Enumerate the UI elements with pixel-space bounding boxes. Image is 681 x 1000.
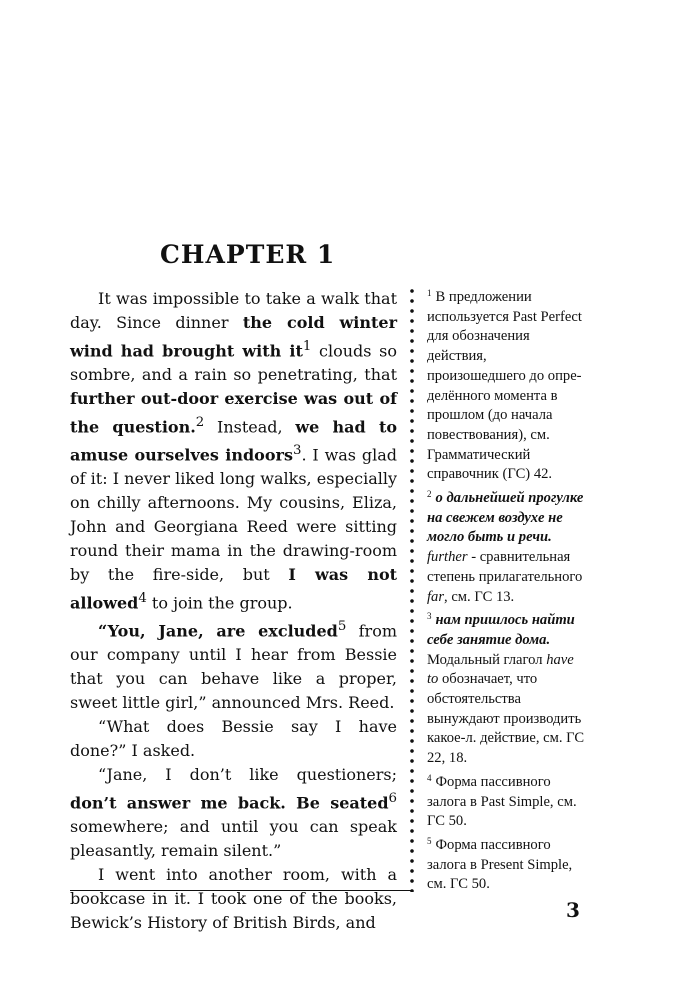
text-run: , см. ГС 13.: [444, 588, 515, 605]
text-run: Instead,: [204, 417, 296, 437]
bottom-rule: [70, 890, 412, 891]
page-number: 3: [566, 898, 580, 922]
text-run: Форма пассивного залога в Past Simple, см. ГС 50.: [427, 773, 577, 830]
bold-phrase: I was not allowed: [70, 564, 398, 613]
italic-term: far: [427, 588, 445, 605]
bold-phrase: are excluded: [216, 621, 338, 641]
footnote-marker: 4: [138, 590, 147, 606]
text-run: . I was glad of it: I never liked long walks, especially on chilly afternoons. My cousins, Eliza, John and Georgiana Reed were sitting round their mama in the drawing-room by the fire-side, but: [70, 445, 398, 584]
text-run: It was impossible to take a walk that day. Since dinner: [70, 289, 397, 332]
footnote-marker: 5: [337, 619, 347, 635]
footnote-marker: 3: [292, 443, 302, 459]
chapter-title: CHAPTER 1: [160, 240, 336, 269]
footnote-marker: 3: [427, 611, 432, 622]
translation-phrase: о дальнейшей прогулке на свежем воздухе не могло быть и речи.: [427, 490, 584, 546]
footnote-marker: 5: [427, 835, 432, 846]
italic-term: have to: [427, 651, 574, 688]
main-text-column: [70, 287, 397, 935]
paragraph: [70, 615, 397, 715]
footnote-marker: 6: [388, 790, 397, 806]
bold-phrase: further out-door exercise was out of the question.: [70, 388, 397, 437]
text-run: обозначает, что обстоятельства вынуждают производить какое-л. действие, см. ГС 22, 18.: [427, 671, 585, 767]
italic-term: further: [427, 549, 468, 566]
footnote: [427, 284, 585, 485]
text-run: “Jane, I don’t like questioners;: [98, 764, 397, 784]
footnote: [427, 832, 585, 895]
text-run: “What does Bessie say I have done?” I asked.: [70, 717, 397, 760]
text-run: В предложении используется Past Perfect для обозначения действия, произошедшего до определённого момента в прошлом (до начала повествования), см. Грамматический справочник (ГС) 42.: [427, 289, 582, 483]
paragraph: [70, 763, 397, 863]
footnote-marker: 2: [427, 489, 432, 500]
footnote-marker: 1: [302, 338, 312, 354]
footnote: [427, 651, 585, 769]
text-run: from our company until I hear from Bessie that you can behave like a proper, sweet little girl,” announced Mrs. Reed.: [70, 621, 397, 713]
bold-phrase: the cold winter wind had brought with it: [70, 312, 398, 361]
text-run: - сравнительная степень прилагательного: [427, 549, 583, 585]
text-run: Модальный глагол: [427, 651, 547, 668]
footnote-marker: 2: [195, 414, 205, 430]
text-run: I went into another room, with a bookcase in it. I took one of the books, Bewick’s History of British Birds, and: [70, 864, 397, 932]
footnote-marker: 1: [427, 288, 432, 298]
paragraph: [70, 287, 397, 615]
footnote: [427, 485, 585, 548]
footnotes-column: [427, 284, 585, 895]
paragraph: [70, 715, 397, 763]
text-run: clouds so sombre, and a rain so penetrating, that: [70, 341, 397, 385]
dotted-column-divider: [409, 286, 415, 892]
footnote: [427, 769, 585, 832]
footnote-marker: 4: [427, 772, 432, 783]
bold-phrase: we had to amuse ourselves indoors: [70, 417, 398, 465]
paragraph: [70, 863, 397, 935]
footnote: [427, 607, 585, 650]
footnote: [427, 548, 585, 607]
bold-phrase: “You, Jane,: [98, 621, 217, 641]
translation-phrase: нам пришлось найти себе занятие дома.: [427, 612, 575, 648]
text-run: Форма пассивного залога в Present Simple, см. ГС 50.: [427, 836, 573, 893]
bold-phrase: don’t answer me back. Be seated: [70, 793, 389, 813]
text-run: to join the group.: [146, 593, 293, 613]
text-run: somewhere; and until you can speak pleasantly, remain silent.”: [70, 817, 397, 860]
